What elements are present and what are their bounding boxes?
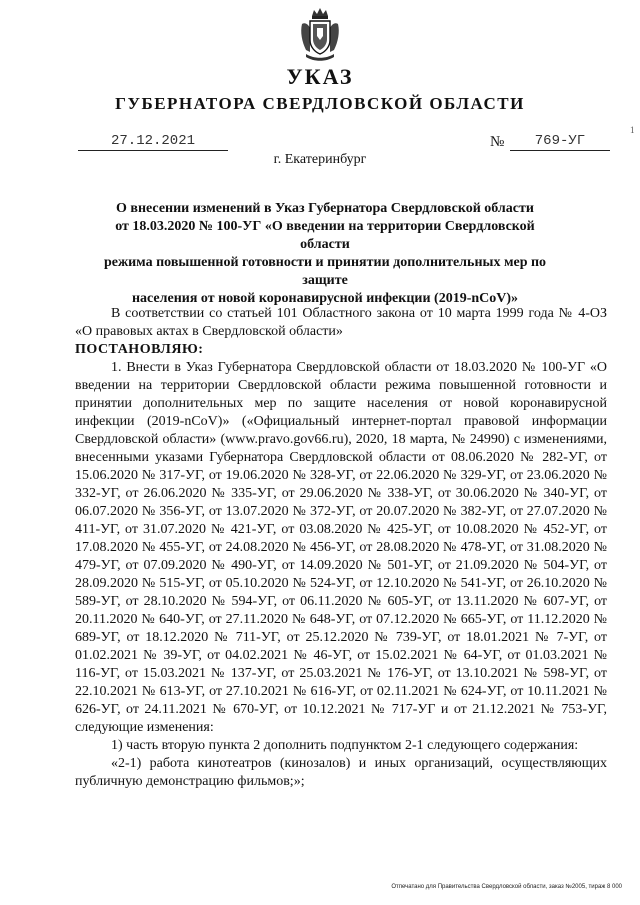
document-date: 27.12.2021 [78,133,228,151]
document-type: УКАЗ [286,64,354,89]
preamble-paragraph: В соответствии со статьей 101 Областного закона от 10 марта 1999 года № 4-ОЗ «О правовых актах в Свердловской области» [75,306,607,339]
document-title [90,200,560,308]
title-line: населения от новой коронавирусной инфекции (2019-nCoV)» [131,291,519,306]
document-body [75,305,607,791]
title-line: от 18.03.2020 № 100-УГ «О введении на территории Свердловской области [115,219,535,252]
coat-of-arms-icon [300,6,340,62]
subitem-1-paragraph: 1) часть вторую пункта 2 дополнить подпунктом 2-1 следующего содержания: [111,738,579,753]
document-city: г. Екатеринбург [273,152,367,167]
print-note: Отпечатано для Правительства Свердловской области, заказ №2005, тираж 8 000 [391,884,622,890]
title-line: О внесении изменений в Указ Губернатора Свердловской области [116,201,534,216]
number-sign: № [490,134,505,150]
quoted-addition-paragraph: «2-1) работа кинотеатров (кинозалов) и иных организаций, осуществляющих публичную демонстрацию фильмов;»; [75,756,607,789]
document-authority: ГУБЕРНАТОРА СВЕРДЛОВСКОЙ ОБЛАСТИ [115,94,525,113]
document-number: 769-УГ [510,133,610,151]
item-1-paragraph: 1. Внести в Указ Губернатора Свердловской области от 18.03.2020 № 100-УГ «О введении на территории Свердловской области режима повышенной готовности и принятии дополнительных мер по защите населения от новой коронавирусной инфекции (2019-nCoV)» («Официальный интернет-портал правовой информации Свердловской области» (www.pravo.gov66.ru), 2020, 18 марта, № 24990) с изменениями, внесенными указами Губернатора Свердловской области от 08.06.2020 № 282-УГ, от 15.06.2020 № 317-УГ, от 19.06.2020 № 328-УГ, от 22.06.2020 № 329-УГ, от 23.06.2020 № 332-УГ, от 26.06.2020 № 335-УГ, от 29.06.2020 № 338-УГ, от 30.06.2020 № 340-УГ, от 06.07.2020 № 356-УГ, от 13.07.2020 № 372-УГ, от 20.07.2020 № 382-УГ, от 27.07.2020 № 411-УГ, от 31.07.2020 № 421-УГ, от 03.08.2020 № 425-УГ, от 10.08.2020 № 452-УГ, от 17.08.2020 № 455-УГ, от 24.08.2020 № 456-УГ, от 28.08.2020 № 478-УГ, от 31.08.2020 № 479-УГ, от 07.09.2020 № 490-УГ, от 14.09.2020 № 501-УГ, от 21.09.2020 № 504-УГ, от 28.09.2020 № 515-УГ, от 05.10.2020 № 524-УГ, от 12.10.2020 № 541-УГ, от 26.10.2020 № 589-УГ, от 28.10.2020 № 594-УГ, от 06.11.2020 № 605-УГ, от 13.11.2020 № 607-УГ, от 20.11.2020 № 640-УГ, от 27.11.2020 № 648-УГ, от 07.12.2020 № 665-УГ, от 11.12.2020 № 689-УГ, от 18.12.2020 № 711-УГ, от 25.12.2020 № 739-УГ, от 18.01.2021 № 7-УГ, от 01.02.2021 № 39-УГ, от 04.02.2021 № 46-УГ, от 15.02.2021 № 64-УГ, от 01.03.2021 № 116-УГ, от 15.03.2021 № 137-УГ, от 25.03.2021 № 176-УГ, от 13.10.2021 № 598-УГ, от 22.10.2021 № 613-УГ, от 27.10.2021 № 616-УГ, от 02.11.2021 № 624-УГ, от 10.11.2021 № 626-УГ, от 24.11.2021 № 670-УГ, от 10.12.2021 № 717-УГ и от 21.12.2021 № 753-УГ, следующие изменения: [75,360,607,735]
margin-mark: 1 [630,125,635,135]
resolution-keyword: ПОСТАНОВЛЯЮ: [75,342,204,357]
title-line: режима повышенной готовности и принятии дополнительных мер по защите [103,255,547,288]
